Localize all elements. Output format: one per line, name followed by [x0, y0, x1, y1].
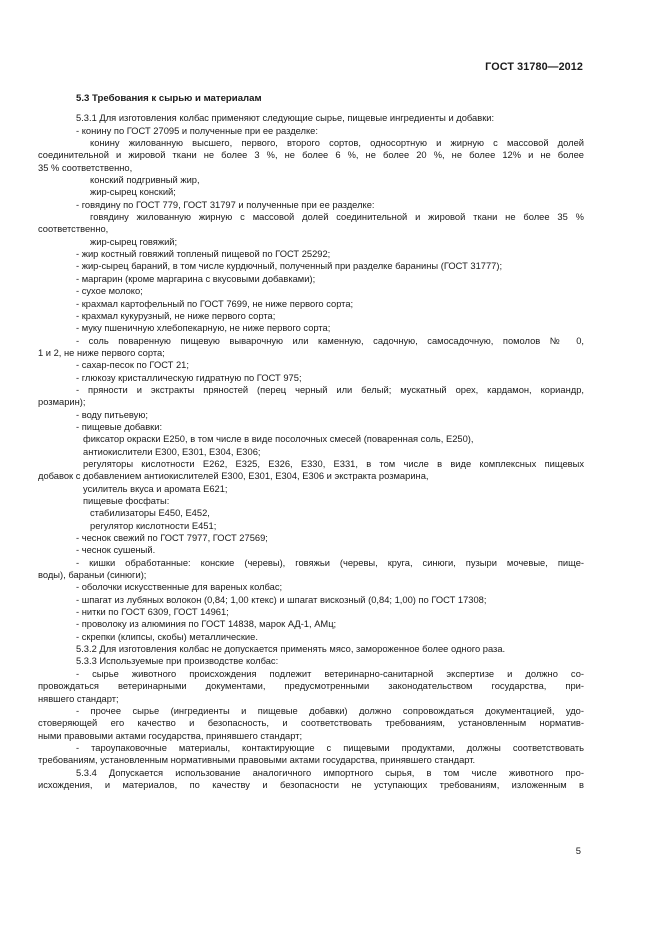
list-item: - сырье животного происхождения подлежит ветеринарно-санитарной экспертизе и должно со-: [76, 668, 584, 679]
list-item: - глюкозу кристаллическую гидратную по ГОСТ 975;: [76, 372, 302, 383]
paragraph-line: 35 % соответственно,: [38, 162, 133, 173]
list-item: - воду питьевую;: [76, 409, 148, 420]
paragraph-line: регуляторы кислотности Е262, Е325, Е326, Е330, Е331, в том числе в виде комплексных пищевых: [83, 458, 584, 469]
page-number: 5: [575, 845, 581, 856]
paragraph-line: антиокислители Е300, Е301, Е304, Е306;: [83, 446, 261, 457]
list-item: - жир-сырец бараний, в том числе курдючный, полученный при разделке баранины (ГОСТ 31777);: [76, 261, 503, 272]
paragraph-line: 5.3.1 Для изготовления колбас применяют следующие сырье, пищевые ингредиенты и добавки:: [76, 113, 495, 124]
section-title: 5.3 Требования к сырью и материалам: [76, 93, 262, 104]
paragraph-line: говядину жилованную жирную с массовой долей соединительной и жировой ткани не более 35 %: [90, 212, 584, 223]
list-item: - чеснок свежий по ГОСТ 7977, ГОСТ 27569;: [76, 533, 268, 544]
document-body: [38, 93, 584, 791]
paragraph-line: жир-сырец говяжий;: [90, 236, 178, 247]
paragraph-line: конский подгривный жир,: [90, 175, 200, 186]
list-item: - проволоку из алюминия по ГОСТ 14838, марок АД-1, АМц;: [76, 619, 337, 630]
paragraph-line: усилитель вкуса и аромата Е621;: [83, 483, 228, 494]
list-item: - крахмал картофельный по ГОСТ 7699, не ниже первого сорта;: [76, 298, 354, 309]
list-item: - пряности и экстракты пряностей (перец черный или белый; мускатный орех, кардамон, кориандр,: [76, 384, 584, 395]
list-item: - крахмал кукурузный, не ниже первого сорта;: [76, 310, 276, 321]
paragraph-line: стабилизаторы Е450, Е452,: [90, 508, 210, 519]
list-item: - кишки обработанные: конские (черевы), говяжьи (черевы, круга, синюги, пузыри мочевые, пище-: [76, 557, 584, 568]
paragraph-line: стоверяющей его качество и безопасность, и соответствовать требованиям, установленным норматив-: [38, 718, 584, 729]
paragraph-line: добавок с добавлением антиокислителей Е300, Е301, Е304, Е306 и экстракта розмарина,: [38, 471, 429, 482]
paragraph-line: соответственно,: [38, 224, 109, 235]
paragraph-line: 5.3.2 Для изготовления колбас не допускается применять мясо, замороженное более одного раза.: [76, 644, 506, 655]
paragraph-line: воды), бараньи (синюги);: [38, 570, 147, 581]
paragraph-line: 5.3.4 Допускается использование аналогичного импортного сырья, в том числе животного про-: [76, 767, 584, 778]
paragraph-line: соединительной и жировой ткани не более 3 %, не более 6 %, не более 20 %, не более 12% и не более: [38, 150, 584, 161]
paragraph-line: требованиям, установленным нормативными правовыми актами государства, принявшего стандарт.: [38, 755, 476, 766]
list-item: - пищевые добавки:: [76, 421, 163, 432]
paragraph-line: жир-сырец конский;: [90, 187, 176, 198]
list-item: - говядину по ГОСТ 779, ГОСТ 31797 и полученные при ее разделке:: [76, 199, 375, 210]
list-item: - тароупаковочные материалы, контактирующие с пищевыми продуктами, должны соответствовать: [76, 742, 584, 753]
paragraph-line: пищевые фосфаты:: [83, 496, 170, 506]
list-item: - чеснок сушеный.: [76, 545, 156, 556]
paragraph-line: 1 и 2, не ниже первого сорта;: [38, 347, 165, 358]
list-item: - конину по ГОСТ 27095 и полученные при ее разделке:: [76, 125, 318, 136]
paragraph-line: регулятор кислотности Е451;: [90, 520, 217, 531]
list-item: - оболочки искусственные для вареных колбас;: [76, 582, 283, 593]
paragraph-line: исхождения, и материалов, по качеству и безопасности не уступающих требованиям, изложенным в: [38, 779, 584, 790]
paragraph-line: нявшего стандарт;: [38, 693, 119, 704]
list-item: - маргарин (кроме маргарина с вкусовыми добавками);: [76, 273, 316, 284]
list-item: - сухое молоко;: [76, 286, 143, 297]
paragraph-line: 5.3.3 Используемые при производстве колбас:: [76, 656, 279, 667]
paragraph-line: розмарин);: [38, 397, 86, 408]
list-item: - шпагат из лубяных волокон (0,84; 1,00 ктекс) и шпагат вискозный (0,84; 1,00) по ГОСТ 17308;: [76, 594, 487, 605]
list-item: - муку пшеничную хлебопекарную, не ниже первого сорта;: [76, 323, 331, 334]
standard-header: ГОСТ 31780—2012: [485, 61, 583, 73]
list-item: - сахар-песок по ГОСТ 21;: [76, 360, 189, 371]
list-item: - нитки по ГОСТ 6309, ГОСТ 14961;: [76, 607, 229, 618]
paragraph-line: фиксатор окраски Е250, в том числе в виде посолочных смесей (поваренная соль, Е250),: [83, 434, 474, 445]
paragraph-line: ными правовыми актами государства, принявшего стандарт;: [38, 730, 303, 741]
paragraph-line: провождаться ветеринарными документами, предусмотренными законодательством государства, при-: [38, 681, 584, 692]
list-item: - скрепки (клипсы, скобы) металлические.: [76, 631, 258, 642]
list-item: - жир костный говяжий топленый пищевой по ГОСТ 25292;: [76, 249, 331, 260]
list-item: - прочее сырье (ингредиенты и пищевые добавки) должно сопровождаться документацией, удо-: [76, 705, 584, 716]
list-item: - соль поваренную пищевую выварочную или каменную, садочную, самосадочную, помолов № 0,: [76, 335, 584, 346]
paragraph-line: конину жилованную высшего, первого, второго сортов, односортную и жирную с массовой долей: [90, 138, 584, 149]
